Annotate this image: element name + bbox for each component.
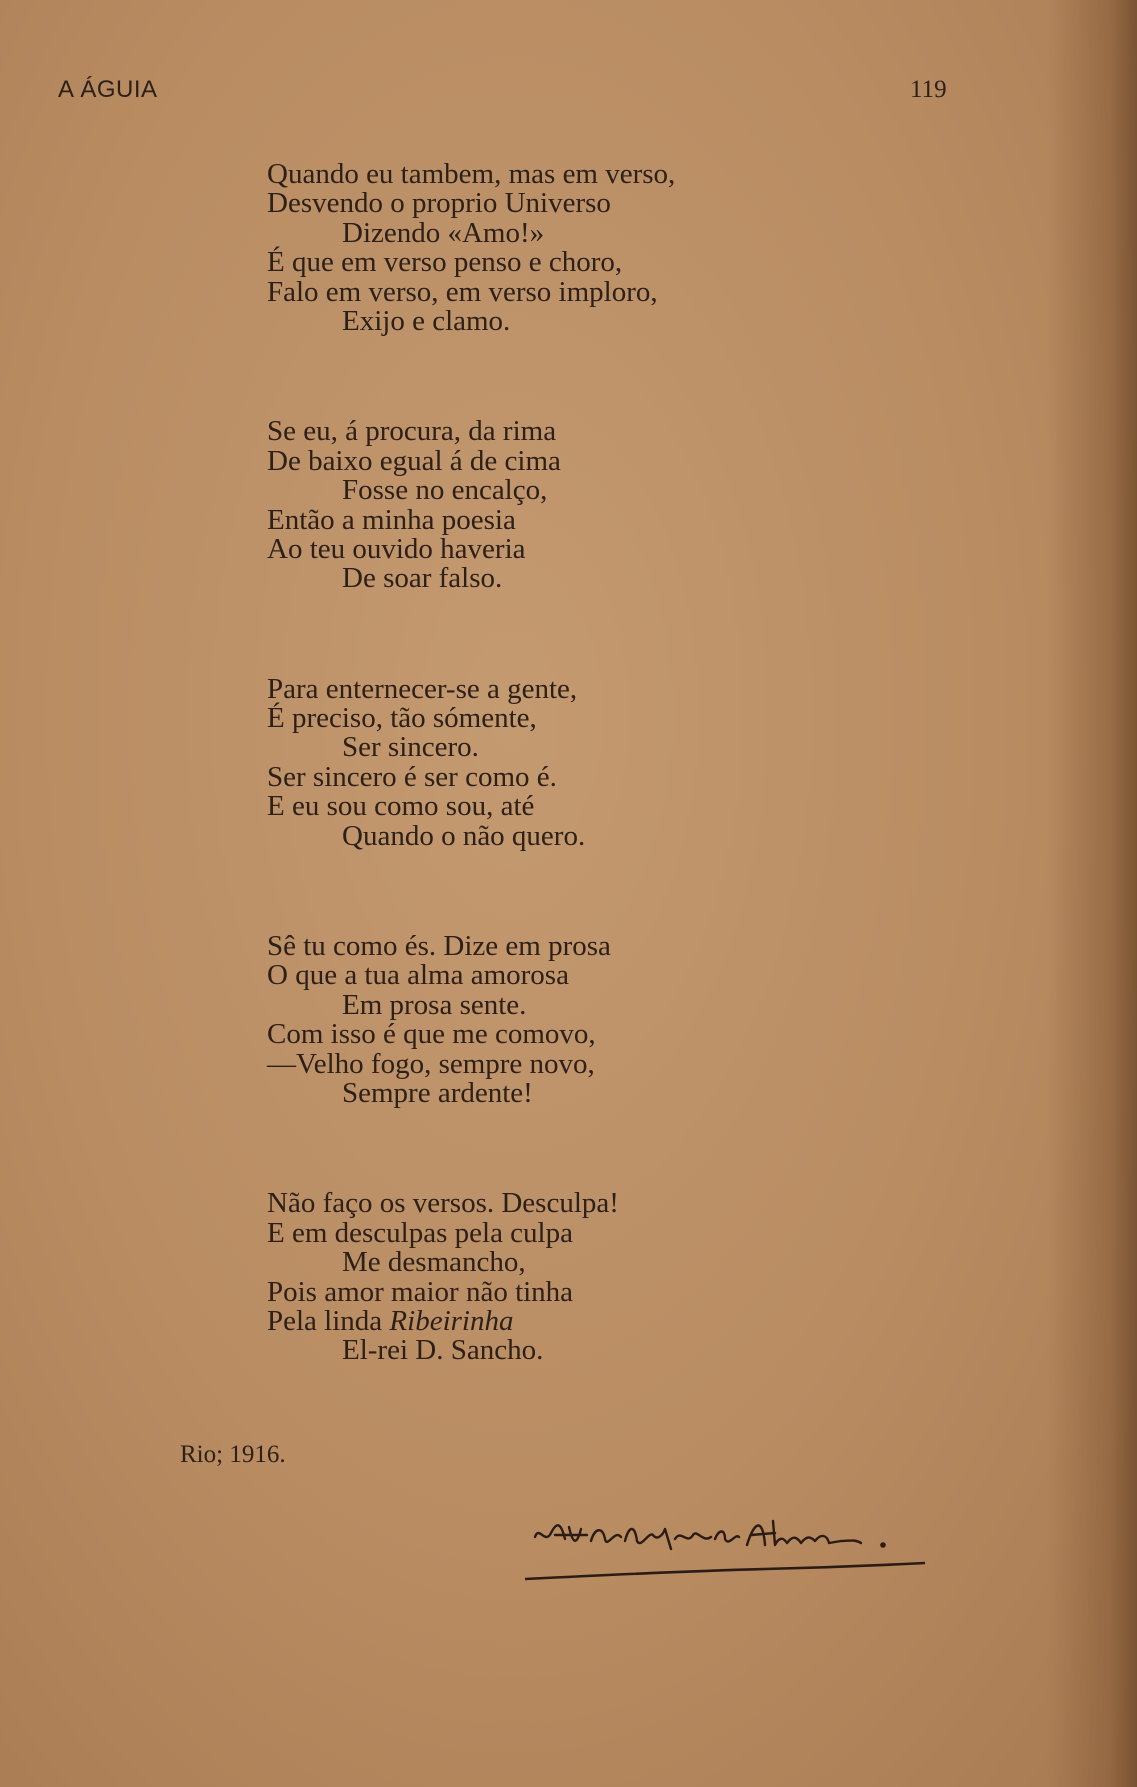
- poem-line: De baixo egual á de cima: [267, 444, 561, 477]
- page-number: 119: [910, 76, 947, 103]
- poem-line: De soar falso.: [342, 562, 503, 595]
- running-header-title: A ÁGUIA: [58, 76, 158, 103]
- poem-line: E em desculpas pela culpa: [267, 1216, 573, 1249]
- poem-line: El-rei D. Sancho.: [342, 1334, 544, 1367]
- poem-line: Para enternecer-se a gente,: [267, 672, 578, 705]
- poem-line: Em prosa sente.: [342, 988, 527, 1021]
- poem-line: Sempre ardente!: [342, 1076, 533, 1109]
- poem-line: Fosse no encalço,: [342, 474, 548, 507]
- italic-word: Ribeirinha: [389, 1304, 514, 1337]
- poem-line: É que em verso penso e choro,: [267, 246, 623, 279]
- page-edge-shadow: [1047, 0, 1137, 1787]
- poem-line: Pela linda Ribeirinha: [267, 1304, 514, 1337]
- poem-line: É preciso, tão sómente,: [267, 702, 537, 735]
- poem-line: —Velho fogo, sempre novo,: [267, 1047, 595, 1080]
- poem-line: Falo em verso, em verso imploro,: [267, 275, 658, 308]
- signature-image: [525, 1515, 925, 1595]
- poem-line: Não faço os versos. Desculpa!: [267, 1187, 619, 1220]
- poem-line: Dizendo «Amo!»: [342, 216, 545, 249]
- place-date: Rio; 1916.: [180, 1441, 286, 1468]
- poem-line: Exijo e clamo.: [342, 304, 511, 337]
- stanza-3: [267, 672, 827, 852]
- poem-line: Ao teu ouvido haveria: [267, 532, 526, 565]
- poem-line: O que a tua alma amorosa: [267, 959, 569, 992]
- poem-line: E eu sou como sou, até: [267, 790, 535, 823]
- poem-line: Pois amor maior não tinha: [267, 1275, 574, 1308]
- stanza-5: [267, 1189, 827, 1365]
- stanza-2: [267, 417, 827, 593]
- stanza-1: [267, 160, 827, 336]
- poem-line: Se eu, á procura, da rima: [267, 415, 557, 448]
- poem-line: Me desmancho,: [342, 1246, 526, 1279]
- poem-line: Com isso é que me comovo,: [267, 1018, 596, 1051]
- poem-line: Ser sincero é ser como é.: [267, 760, 557, 793]
- poem-line: Desvendo o proprio Universo: [267, 187, 611, 220]
- poem-line: Quando o não quero.: [342, 819, 586, 852]
- signature: [525, 1515, 925, 1595]
- stanza-4: [267, 932, 827, 1108]
- poem-line: Ser sincero.: [342, 731, 479, 764]
- poem-line: Quando eu tambem, mas em verso,: [267, 158, 676, 190]
- poem: [267, 160, 827, 1447]
- poem-line: Então a minha poesia: [267, 503, 516, 536]
- poem-line: Sê tu como és. Dize em prosa: [267, 930, 611, 963]
